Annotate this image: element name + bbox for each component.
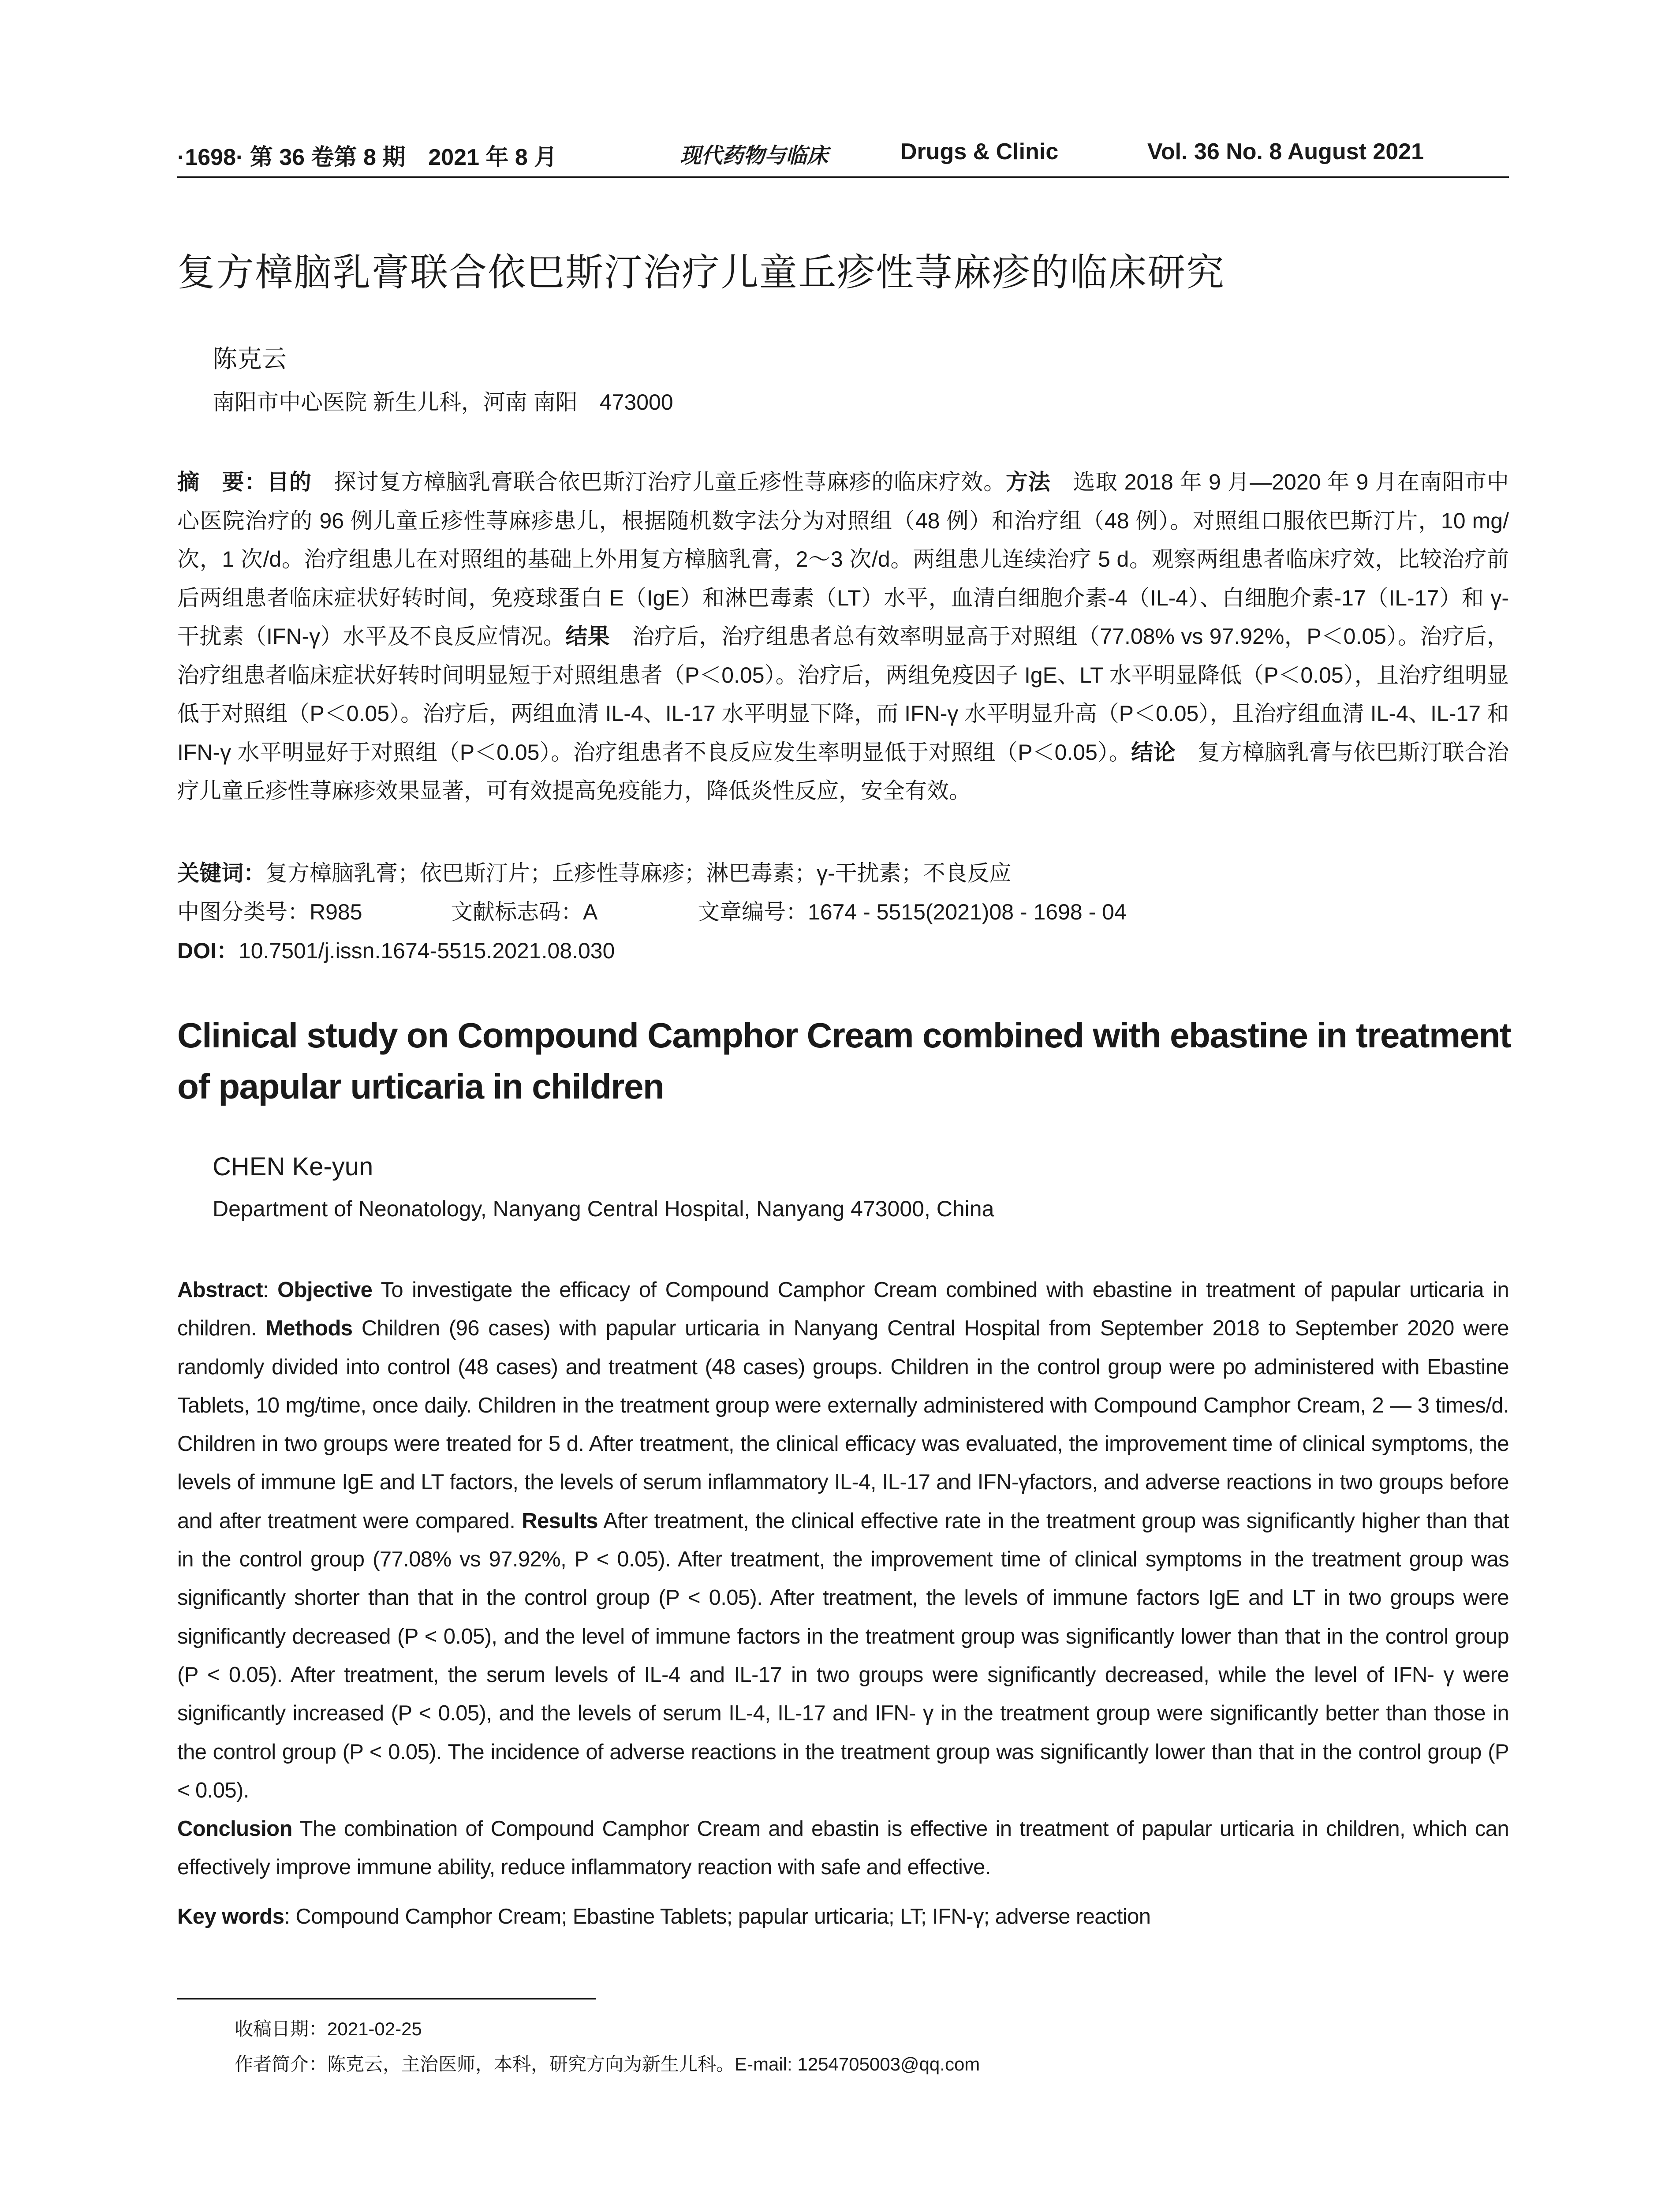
header-volume-en: Vol. 36 No. 8 August 2021 xyxy=(1147,139,1424,164)
abstract-en: Abstract: Objective To investigate the efficacy of Compound Camphor Cream combined with ebastine in treatment of papular urticaria in children. Methods Children (96 cases) with papular urticaria in Nanyang Central Hospital from September 2018 to September 2020 were randomly divided into control (48 cases) and treatment (48 cases) groups. Children in the control group were po administered with Ebastine Tablets, 10 mg/time, once daily. Children in the treatment group were externally administered with Compound Camphor Cream, 2 — 3 times/d. Children in two groups were treated for 5 d. After treatment, the clinical efficacy was evaluated, the improvement time of clinical symptoms, the levels of immune IgE and LT factors, the levels of serum inflammatory IL-4, IL-17 and IFN-γfactors, and adverse reactions in two groups before and after treatment were compared. Results After treatment, the clinical effective rate in the treatment group was significantly higher than that in the control group (77.08% vs 97.92%, P < 0.05). After treatment, the improvement time of clinical symptoms in the treatment group was significantly shorter than that in the control group (P < 0.05). After treatment, the levels of immune factors IgE and LT in two groups were significantly decreased (P < 0.05), and the level of immune factors in the treatment group was significantly lower than that in the control group (P < 0.05). After treatment, the serum levels of IL-4 and IL-17 in two groups were significantly decreased, while the level of IFN- γ were significantly increased (P < 0.05), and the levels of serum IL-4, IL-17 and IFN- γ in the treatment group were significantly better than those in the control group (P < 0.05). The incidence of adverse reactions in the treatment group was significantly lower than that in the control group (P < 0.05). Conclusion The combination of Compound Camphor Cream and ebastin is effective in treatment of papular urticaria in children, which can effectively improve immune ability, reduce inflammatory reaction with safe and effective. xyxy=(177,1278,1509,1880)
abstract-en-methods: Children (96 cases) with papular urticaria in Nanyang Central Hospital from September 2018 to September 2020 were randomly divided into control (48 cases) and treatment (48 cases) groups. Children in the control group were po administered with Ebastine Tablets, 10 mg/time, once daily. Children in the treatment group were externally administered with Compound Camphor Cream, 2 — 3 times/d. Children in two groups were treated for 5 d. After treatment, the clinical efficacy was evaluated, the improvement time of clinical symptoms, the levels of immune IgE and LT factors, the levels of serum inflammatory IL-4, IL-17 and IFN-γfactors, and adverse reactions in two groups before and after treatment were compared. xyxy=(177,1316,1509,1533)
affiliation-en: Department of Neonatology, Nanyang Central Hospital, Nanyang 473000, China xyxy=(213,1196,994,1221)
title-en: Clinical study on Compound Camphor Cream combined with ebastine in treatment of papular urticaria in children xyxy=(177,1016,1511,1106)
header-journal-en: Drugs & Clinic xyxy=(900,139,1059,164)
keywords-en-label: Key words xyxy=(177,1905,284,1928)
author-cn: 陈克云 xyxy=(213,345,287,374)
author-en: CHEN Ke-yun xyxy=(213,1152,373,1181)
abstract-en-conclusion-label: Conclusion xyxy=(177,1817,292,1841)
abstract-en-label: Abstract xyxy=(177,1278,263,1302)
footnote-author-bio: 作者简介：陈克云，主治医师，本科，研究方向为新生儿科。E-mail: 1254705003@qq.com xyxy=(235,2054,980,2074)
abstract-en-methods-label: Methods xyxy=(265,1316,353,1341)
footnote-received: 收稿日期：2021-02-25 xyxy=(235,2018,422,2039)
running-header xyxy=(177,132,1509,168)
document-code: 文献标志码：A xyxy=(451,900,598,924)
keywords-en-text: : Compound Camphor Cream; Ebastine Tablets; papular urticaria; LT; IFN-γ; adverse reaction xyxy=(284,1905,1151,1928)
doi-label: DOI： xyxy=(177,938,239,963)
abstract-cn-label: 摘 要： xyxy=(177,470,267,494)
keywords-cn-label: 关键词： xyxy=(177,861,265,886)
keywords-cn-text: 复方樟脑乳膏；依巴斯汀片；丘疹性荨麻疹；淋巴毒素；γ-干扰素；不良反应 xyxy=(265,861,1012,886)
footnote-rule xyxy=(177,1998,596,1999)
keywords-cn xyxy=(177,856,1012,887)
abstract-cn-objective-label: 目的 xyxy=(267,470,312,494)
abstract-en-objective-label: Objective xyxy=(277,1278,373,1302)
header-page-info: ·1698· 第 36 卷第 8 期 2021 年 8 月 xyxy=(177,145,557,170)
keywords-en xyxy=(177,1904,1150,1929)
abstract-cn-conclusion: 复方樟脑乳膏与依巴斯汀联合治疗儿童丘疹性荨麻疹效果显著，可有效提高免疫能力，降低炎性反应，安全有效。 xyxy=(177,740,1509,803)
abstract-en-objective: To investigate the efficacy of Compound Camphor Cream combined with ebastine in treatment of papular urticaria in children. xyxy=(177,1278,1509,1341)
abstract-cn-objective: 探讨复方樟脑乳膏联合依巴斯汀治疗儿童丘疹性荨麻疹的临床疗效。 xyxy=(311,470,1006,494)
affiliation-cn: 南阳市中心医院 新生儿科，河南 南阳 473000 xyxy=(213,390,673,415)
abstract-en-results: After treatment, the clinical effective rate in the treatment group was significantly higher than that in the control group (77.08% vs 97.92%, P < 0.05). After treatment, the improvement time of clinical symptoms in the treatment group was significantly shorter than that in the control group (P < 0.05). After treatment, the levels of immune factors IgE and LT in two groups were significantly decreased (P < 0.05), and the level of immune factors in the treatment group was significantly lower than that in the control group (P < 0.05). After treatment, the serum levels of IL-4 and IL-17 in two groups were significantly decreased, while the level of IFN- γ were significantly increased (P < 0.05), and the levels of serum IL-4, IL-17 and IFN- γ in the treatment group were significantly better than those in the control group (P < 0.05). The incidence of adverse reactions in the treatment group was significantly lower than that in the control group (P < 0.05). xyxy=(177,1509,1509,1802)
abstract-cn xyxy=(177,463,1509,811)
abstract-cn-conclusion-label: 结论 xyxy=(1131,740,1176,765)
article-number: 文章编号：1674 - 5515(2021)08 - 1698 - 04 xyxy=(698,900,1127,924)
header-rule xyxy=(177,176,1509,178)
abstract-en-conclusion: The combination of Compound Camphor Cream and ebastin is effective in treatment of papular urticaria in children, which can effectively improve immune ability, reduce inflammatory reaction with safe and effective. xyxy=(177,1817,1509,1880)
abstract-cn-methods-label: 方法 xyxy=(1006,470,1051,494)
abstract-cn-results: 治疗后，治疗组患者总有效率明显高于对照组（77.08% vs 97.92%，P＜0.05）。治疗后，治疗组患者临床症状好转时间明显短于对照组患者（P＜0.05）。治疗后，两组免疫因子 IgE、LT 水平明显降低（P＜0.05），且治疗组明显低于对照组（P＜0.05）。治疗后，两组血清 IL-4、IL-17 水平明显下降，而 IFN-γ 水平明显升高（P＜0.05），且治疗组血清 IL-4、IL-17 和 IFN-γ 水平明显好于对照组（P＜0.05）。治疗组患者不良反应发生率明显低于对照组（P＜0.05）。 xyxy=(177,624,1509,765)
doi-line xyxy=(177,933,615,965)
abstract-cn-methods: 选取 2018 年 9 月—2020 年 9 月在南阳市中心医院治疗的 96 例儿童丘疹性荨麻疹患儿，根据随机数字法分为对照组（48 例）和治疗组（48 例）。对照组口服依巴斯汀片，10 mg/次，1 次/d。治疗组患儿在对照组的基础上外用复方樟脑乳膏，2～3 次/d。两组患儿连续治疗 5 d。观察两组患者临床疗效，比较治疗前后两组患者临床症状好转时间，免疫球蛋白 E（IgE）和淋巴毒素（LT）水平，血清白细胞介素-4（IL-4）、白细胞介素-17（IL-17）和 γ-干扰素（IFN-γ）水平及不良反应情况。 xyxy=(177,470,1509,649)
clc-number: 中图分类号：R985 xyxy=(177,900,362,924)
doi-value: 10.7501/j.issn.1674-5515.2021.08.030 xyxy=(238,938,615,963)
abstract-en-results-label: Results xyxy=(522,1509,598,1533)
header-journal-cn: 现代药物与临床 xyxy=(680,143,829,168)
title-cn: 复方樟脑乳膏联合依巴斯汀治疗儿童丘疹性荨麻疹的临床研究 xyxy=(177,251,1225,294)
abstract-cn-results-label: 结果 xyxy=(565,624,610,649)
